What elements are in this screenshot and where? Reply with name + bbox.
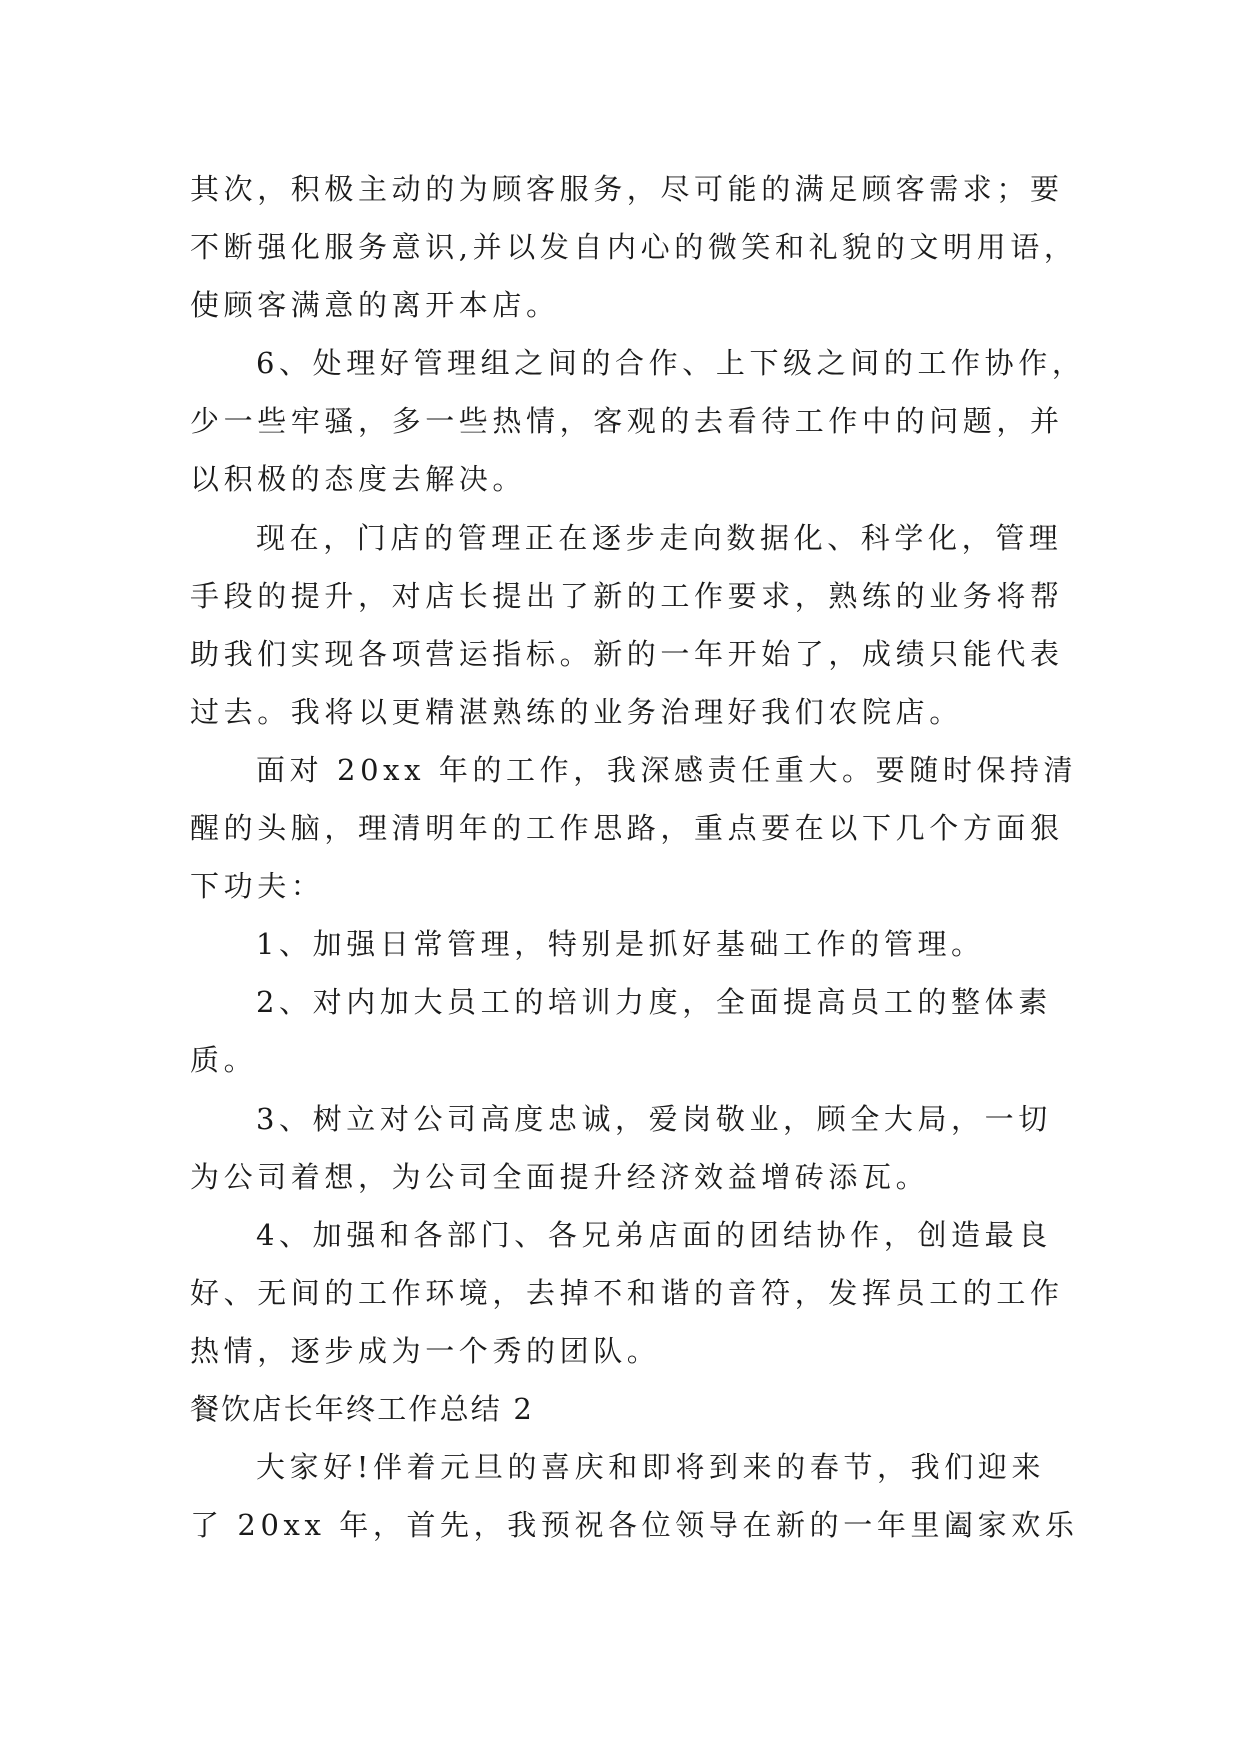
body-line: 不断强化服务意识,并以发自内心的微笑和礼貌的文明用语， [190,230,1078,265]
body-line: 面对 20xx 年的工作，我深感责任重大。要随时保持清 [256,752,1078,787]
list-item-line: 热情，逐步成为一个秀的团队。 [190,1333,661,1368]
list-item-line: 好、无间的工作环境，去掉不和谐的音符，发挥员工的工作 [190,1275,1064,1310]
body-line: 手段的提升，对店长提出了新的工作要求，熟练的业务将帮 [190,578,1064,613]
list-item-line: 为公司着想，为公司全面提升经济效益增砖添瓦。 [190,1159,930,1194]
list-item-line: 4、加强和各部门、各兄弟店面的团结协作，创造最良 [256,1217,1052,1252]
body-line: 大家好!伴着元旦的喜庆和即将到来的春节，我们迎来 [256,1450,1046,1485]
list-item-line: 1、加强日常管理，特别是抓好基础工作的管理。 [256,927,985,962]
body-line: 了 20xx 年，首先，我预祝各位领导在新的一年里阖家欢乐 [190,1508,1079,1543]
document-body [190,160,1090,1554]
list-item-line: 质。 [190,1043,258,1078]
body-line: 6、处理好管理组之间的合作、上下级之间的工作协作， [256,346,1086,381]
body-line: 下功夫： [190,869,325,904]
body-line: 过去。我将以更精湛熟练的业务治理好我们农院店。 [190,694,963,729]
section-heading: 餐饮店长年终工作总结 2 [190,1391,535,1426]
body-line: 少一些牢骚，多一些热情，客观的去看待工作中的问题，并 [190,404,1064,439]
body-line: 现在，门店的管理正在逐步走向数据化、科学化，管理 [256,520,1063,555]
body-line: 其次，积极主动的为顾客服务，尽可能的满足顾客需求；要 [190,172,1064,206]
list-item-line: 3、树立对公司高度忠诚，爱岗敬业，顾全大局，一切 [256,1101,1052,1136]
list-item-line: 2、对内加大员工的培训力度，全面提高员工的整体素 [256,985,1052,1020]
body-line: 使顾客满意的离开本店。 [190,288,560,323]
body-line: 以积极的态度去解决。 [190,462,527,497]
body-line: 醒的头脑，理清明年的工作思路，重点要在以下几个方面狠 [190,811,1064,846]
body-line: 助我们实现各项营运指标。新的一年开始了，成绩只能代表 [190,636,1064,671]
